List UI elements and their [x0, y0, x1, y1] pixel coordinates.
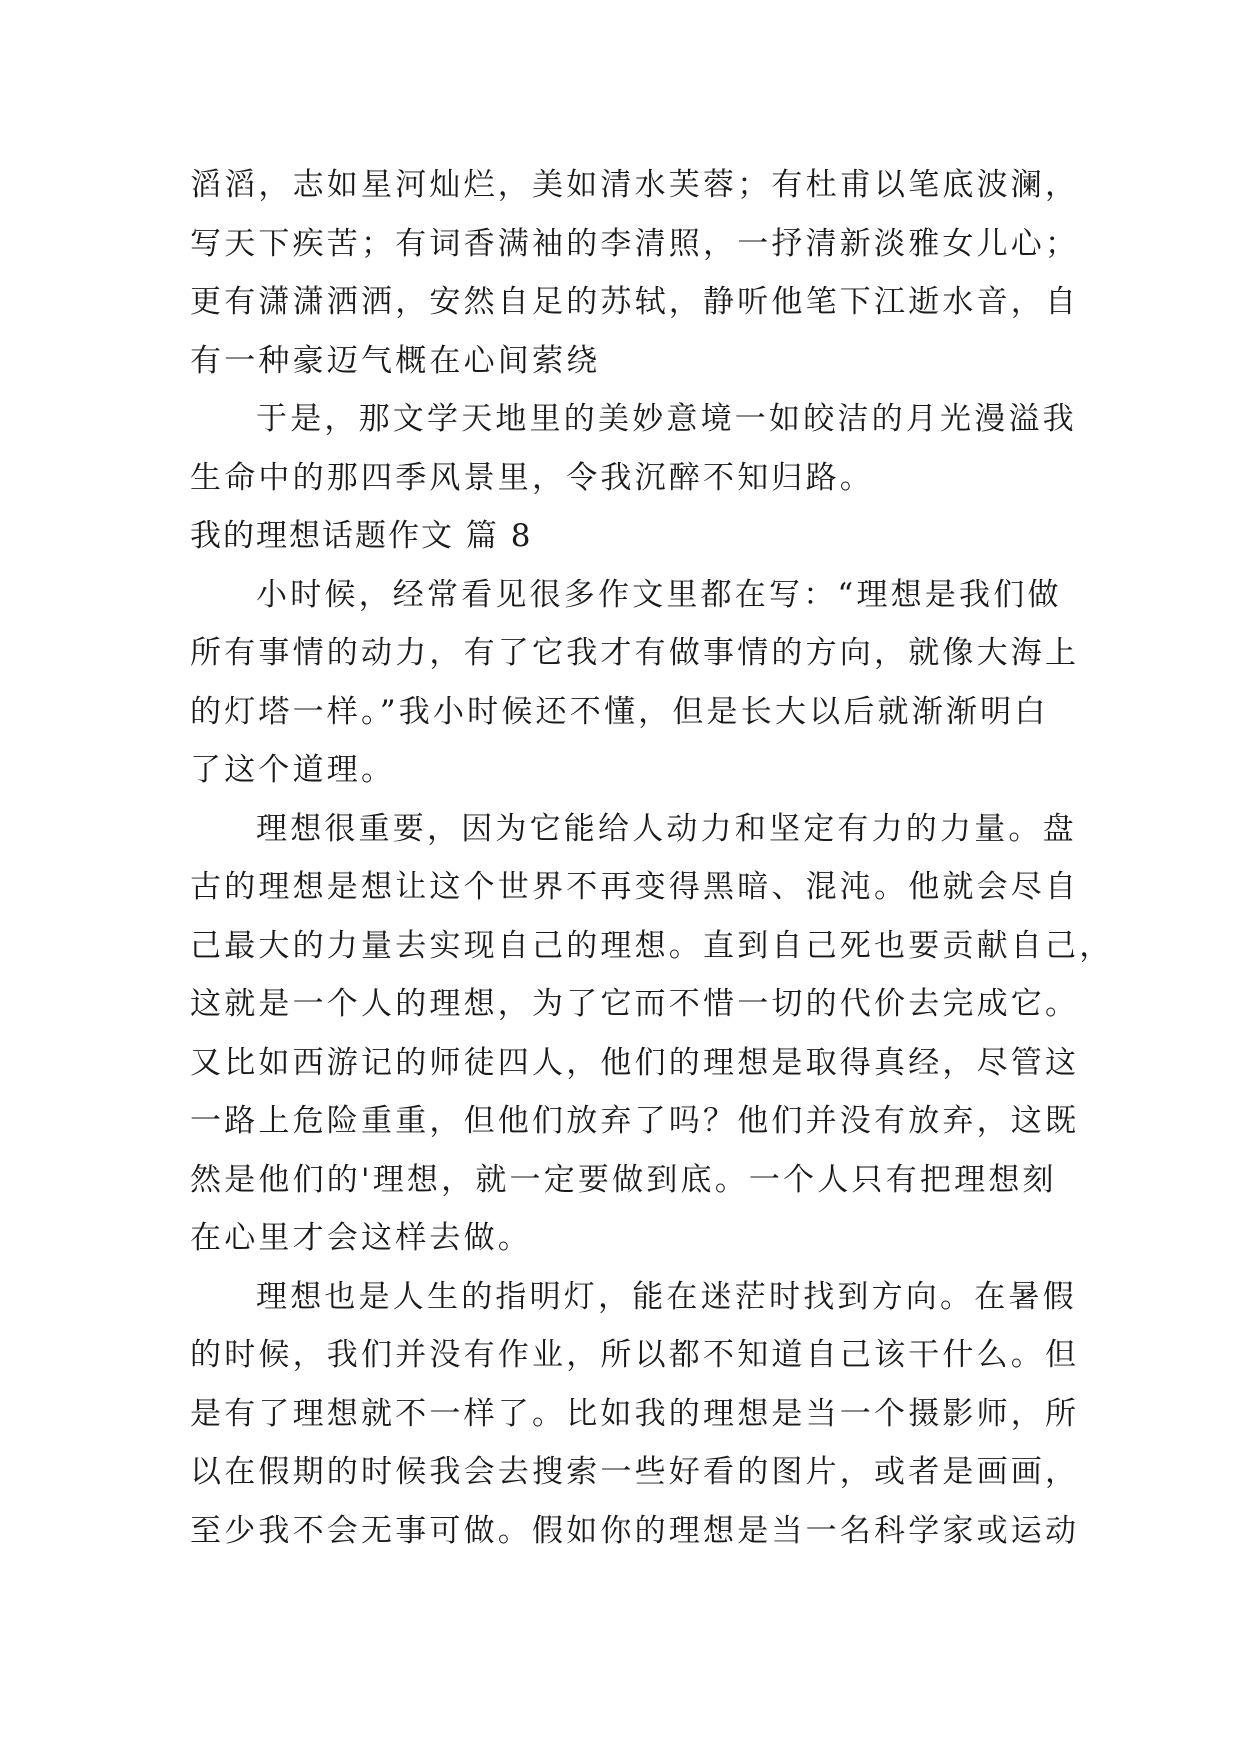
text-line: 于是，那文学天地里的美妙意境一如皎洁的月光漫溢我: [256, 401, 1077, 437]
text-line: 然是他们的'理想，就一定要做到底。一个人只有把理想刻: [190, 1161, 1057, 1198]
text-line: 的时候，我们并没有作业，所以都不知道自己该干什么。但: [190, 1337, 1080, 1373]
text-line: 滔滔，志如星河灿烂，美如清水芙蓉；有杜甫以笔底波澜，: [190, 167, 1080, 203]
paragraph: [190, 156, 1080, 390]
text-line: 己最大的力量去实现自己的理想。直到自己死也要贡献自己，: [190, 927, 1114, 964]
text-line: 写天下疾苦；有词香满袖的李清照，一抒清新淡雅女儿心；: [190, 225, 1080, 262]
document-body: [190, 156, 1114, 1560]
text-line: 理想也是人生的指明灯，能在迷茫时找到方向。在暑假: [256, 1278, 1077, 1315]
text-line: 生命中的那四季风景里，令我沉醉不知归路。: [190, 459, 874, 496]
paragraph: [190, 1268, 1080, 1561]
text-line: 有一种豪迈气概在心间萦绕: [190, 342, 601, 379]
paragraph: [190, 566, 1080, 800]
text-line: 了这个道理。: [190, 752, 396, 788]
text-line: 理想很重要，因为它能给人动力和坚定有力的力量。盘: [256, 810, 1077, 847]
text-line: 以在假期的时候我会去搜索一些好看的图片，或者是画画，: [190, 1454, 1080, 1490]
text-line: 又比如西游记的师徒四人，他们的理想是取得真经，尽管这: [190, 1044, 1080, 1081]
section-heading: 我的理想话题作文 篇 8: [190, 518, 533, 554]
paragraph: [190, 390, 1077, 507]
text-line: 的灯塔一样。”我小时候还不懂，但是长大以后就渐渐明白: [190, 693, 1049, 730]
text-line: 古的理想是想让这个世界不再变得黑暗、混沌。他就会尽自: [190, 869, 1080, 905]
paragraph: [190, 800, 1114, 1268]
text-line: 在心里才会这样去做。: [190, 1220, 532, 1256]
text-line: 一路上危险重重，但他们放弃了吗？他们并没有放弃，这既: [190, 1103, 1080, 1139]
text-line: 这就是一个人的理想，为了它而不惜一切的代价去完成它。: [190, 986, 1080, 1022]
text-line: 所有事情的动力，有了它我才有做事情的方向，就像大海上: [190, 635, 1080, 671]
text-line: 更有潇潇洒洒，安然自足的苏轼，静听他笔下江逝水音，自: [190, 284, 1080, 320]
text-line: 小时候，经常看见很多作文里都在写：“理想是我们做: [256, 576, 1062, 613]
text-line: 至少我不会无事可做。假如你的理想是当一名科学家或运动: [190, 1512, 1080, 1549]
text-line: 是有了理想就不一样了。比如我的理想是当一个摄影师，所: [190, 1395, 1080, 1432]
